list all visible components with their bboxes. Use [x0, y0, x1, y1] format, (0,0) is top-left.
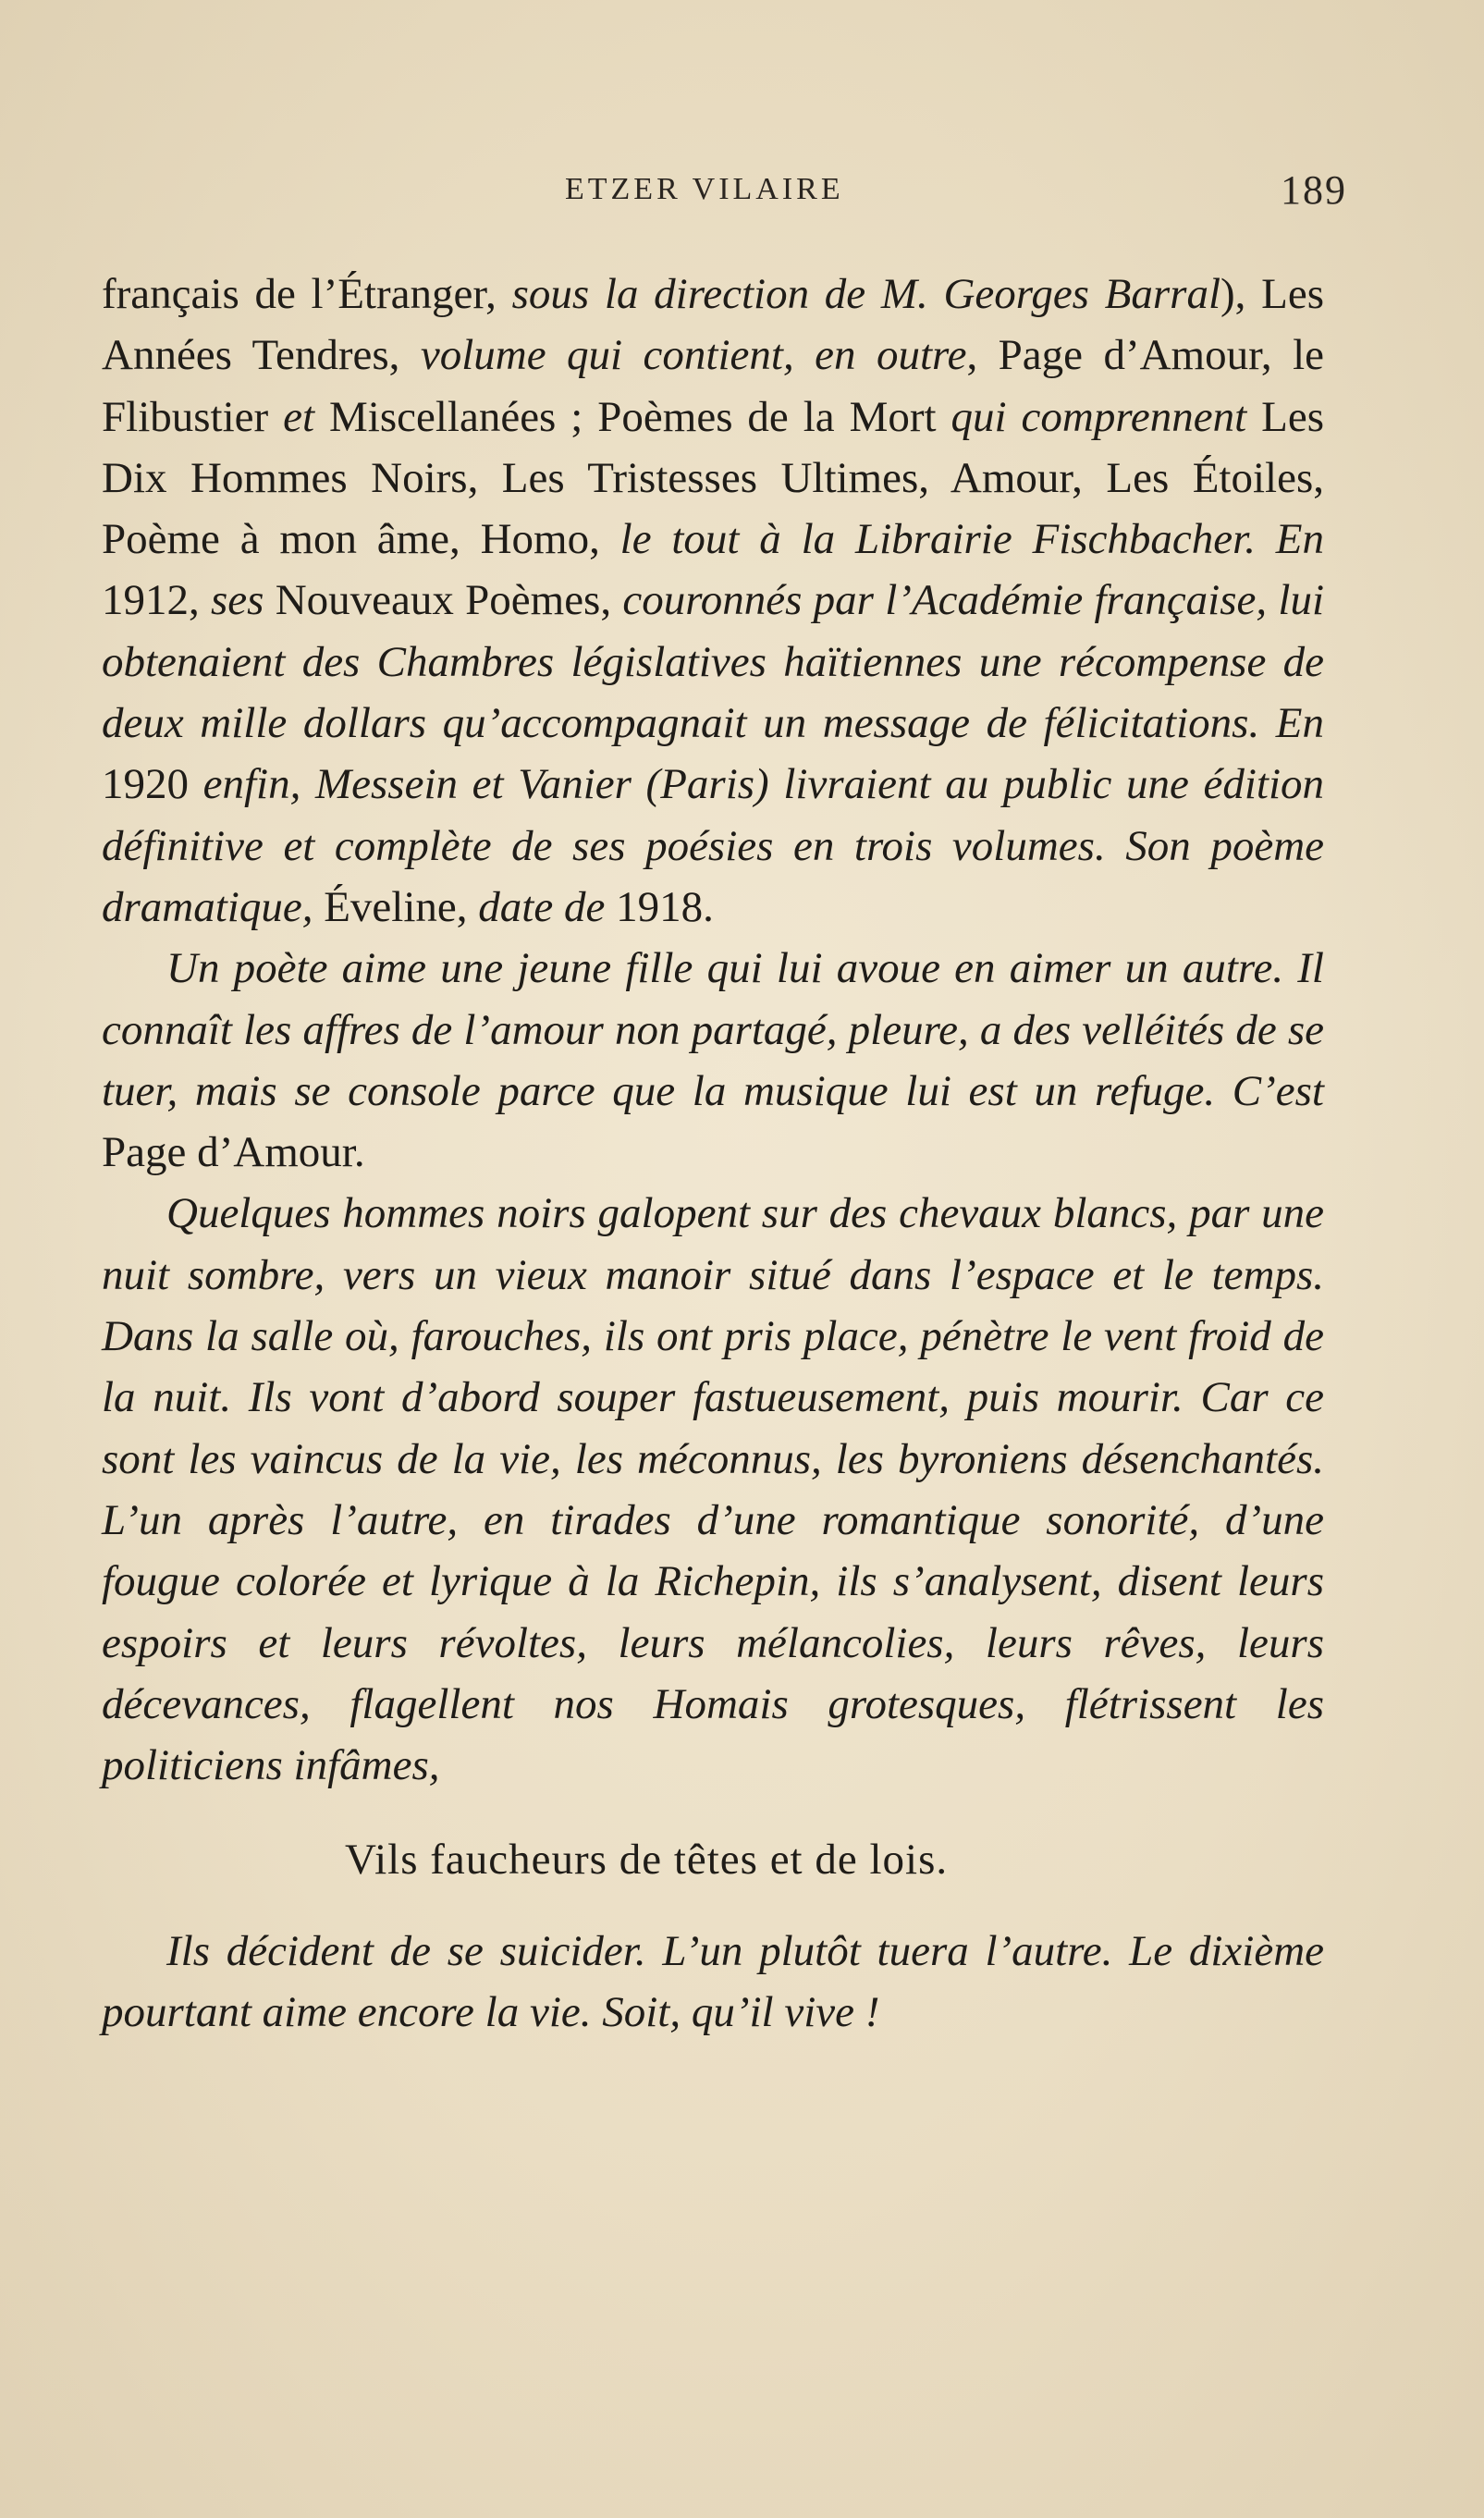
paragraph-suicide: Ils décident de se suicider. L’un plutôt tuera l’autre. Le dixième pourtant aime encore la vie. Soit, qu’il vive !: [102, 1926, 1324, 2037]
text-run: ses: [211, 576, 264, 625]
paragraph-dix-hommes-noirs: Quelques hommes noirs galopent sur des chevaux blancs, par une nuit sombre, vers un vieux manoir situé dans l’espace et le temps. Dans la salle où, farouches, ils ont pris place, pénètre le vent froid de la nuit. Ils vont d’abord souper fastueusement, puis mourir. Car ce sont les vaincus de la vie, les méconnus, les byroniens désenchantés. L’un après l’autre, en tirades d’une romantique sonorité, d’une fougue colorée et lyrique à la Richepin, ils s’analysent, disent leurs espoirs et leurs révoltes, leurs mélancolies, leurs rêves, leurs décevances, flagellent nos Homais grotesques, flétrissent les politiciens infâmes,: [102, 1189, 1324, 1790]
page-number: 189: [1281, 167, 1347, 213]
text-run: français de l’Étranger,: [102, 270, 512, 318]
text-run: , Page d’Amour, le Flibustier: [102, 331, 1324, 441]
text-run: et: [283, 392, 315, 441]
body-text: [102, 264, 1324, 2043]
text-run: enfin, Messein et Vanier (Paris) livraient au public une édition définitive et complète de ses poésies en trois volumes. Son poème dramatique,: [102, 760, 1325, 931]
text-run: 1920: [102, 760, 203, 809]
text-run: Un poète aime une jeune fille qui lui avoue en aimer un autre. Il connaît les affres de l’amour non partagé, pleure, a des velléités de se tuer, mais se console parce que la musique lui est un refuge. C’est: [102, 944, 1324, 1115]
paragraph-page-damour: [102, 938, 1324, 1183]
running-header: [0, 167, 1484, 227]
paragraph-bibliography: [102, 264, 1324, 938]
running-title: ETZER VILAIRE: [565, 172, 844, 206]
verse-quotation: Vils faucheurs de têtes et de lois.: [345, 1836, 949, 1885]
text-run: 1912,: [102, 576, 212, 625]
text-run: 1918.: [616, 882, 714, 931]
text-run: Nouveaux Poèmes,: [264, 576, 623, 625]
text-run: le tout à la Librairie Fischbacher. En: [619, 515, 1324, 564]
text-run: Éveline,: [324, 882, 479, 931]
text-run: Les Dix Hommes Noirs, Les Tristesses Ultimes, Amour, Les Étoiles, Poème à mon âme, Homo,: [102, 392, 1324, 564]
text-run: Page d’Amour.: [102, 1128, 365, 1177]
text-run: qui comprennent: [950, 392, 1247, 441]
text-run: Miscellanées ; Poèmes de la Mort: [314, 392, 951, 441]
text-run: sous la direction de M. Georges Barral: [511, 270, 1221, 318]
text-run: couronnés par l’Académie française, lui obtenaient des Chambres législatives haïtiennes une récompense de deux mille dollars qu’accompagnait un message de félicitations. En: [102, 576, 1325, 748]
text-run: volume qui contient, en outre: [420, 331, 967, 380]
text-run: ), Les Années Tendres,: [102, 270, 1324, 380]
text-run: date de: [478, 882, 617, 931]
